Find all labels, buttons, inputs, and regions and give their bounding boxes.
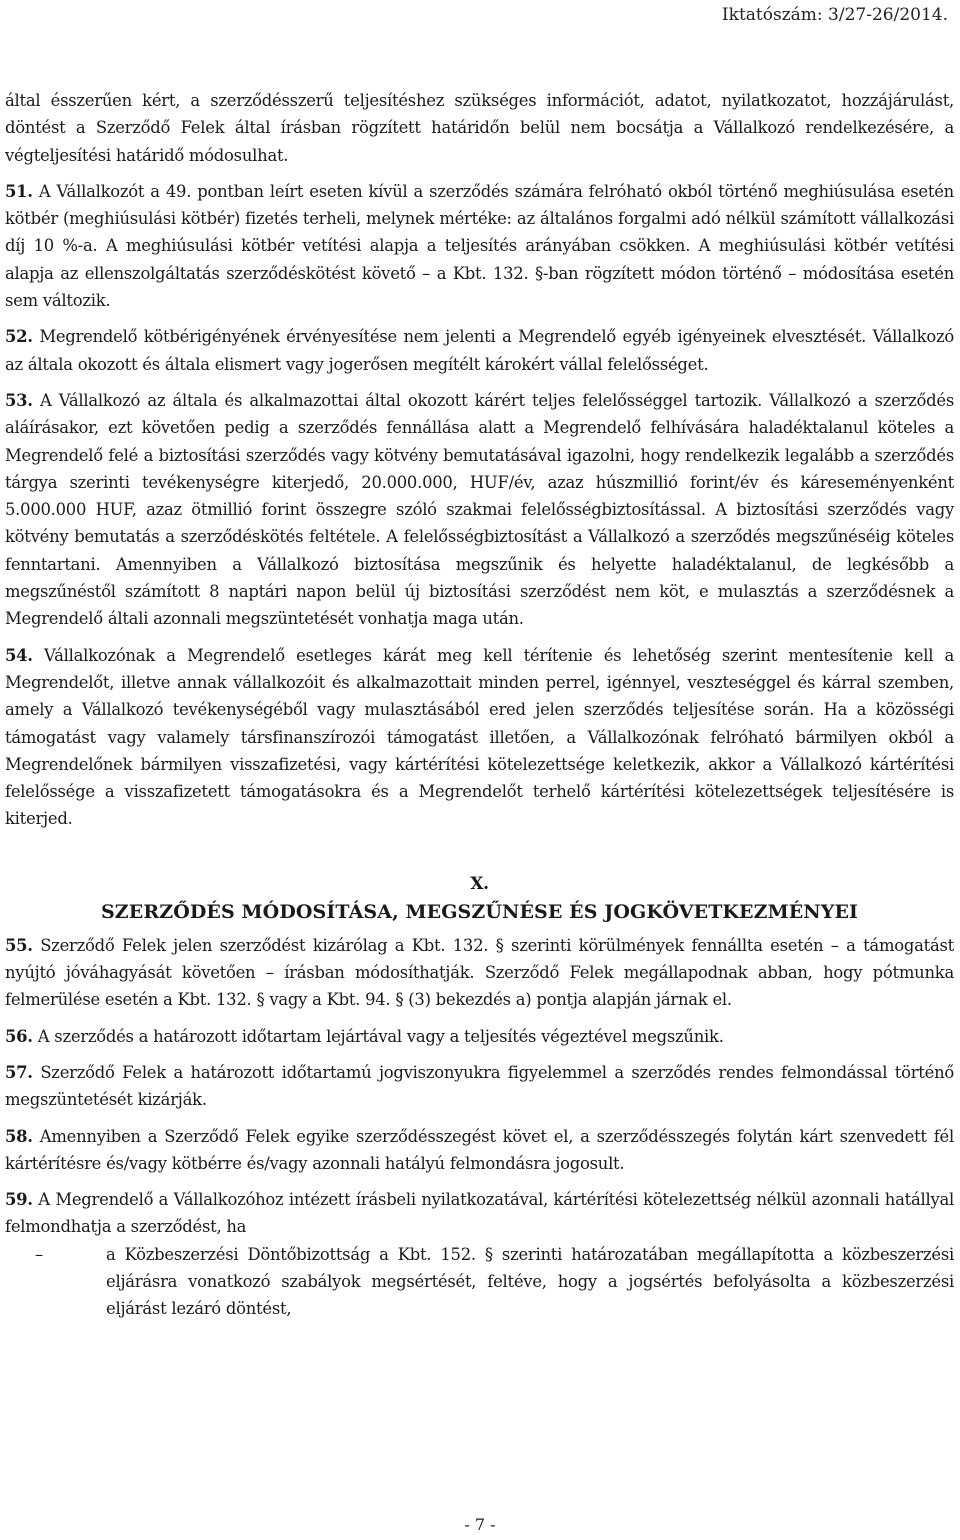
section-heading xyxy=(5,871,954,926)
paragraph-text: A szerződés a határozott időtartam lejártával vagy a teljesítés végeztével megszűnik. xyxy=(37,1026,724,1046)
paragraph-text: Szerződő Felek jelen szerződést kizárólag a Kbt. 132. § szerinti körülmények fennállta esetén – a támogatást nyújtó jóváhagyását követően – írásban módosíthatják. Szerződő Felek megállapodnak abban, hogy pótmunka felmerülése esetén a Kbt. 132. § vagy a Kbt. 94. § (3) bekezdés a) pontja alapján járnak el. xyxy=(5,935,954,1010)
paragraph-number: 54. xyxy=(5,645,33,665)
paragraph-text: Vállalkozónak a Megrendelő esetleges kárát meg kell térítenie és lehetőség szerint mentesítenie kell a Megrendelőt, illetve annak vállalkozóit és alkalmazottait minden perrel, igénnyel, veszteséggel és kárral szemben, amely a Vállalkozó tevékenységéből vagy mulasztásából ered jelen szerződés teljesítése során. Ha a közösségi támogatást vagy valamely társfinanszírozói támogatást illetően, a Vállalkozónak felróható bármilyen okból a Megrendelőnek bármilyen visszafizetési, vagy kártérítési kötelezettsége keletkezik, akkor a Vállalkozó kártérítési felelőssége a visszafizetett támogatásokra és a Megrendelőt terhelő kártérítési kötelezettségek teljesítésére is kiterjed. xyxy=(5,645,955,829)
list-item-text: a Közbeszerzési Döntőbizottság a Kbt. 152. § szerinti határozatában megállapította a közbeszerzési eljárásra vonatkozó szabályok megsértését, feltéve, hogy a jogsértés befolyásolta a közbeszerzési eljárást lezáró döntést, xyxy=(106,1244,954,1319)
paragraph-text: Megrendelő kötbérigényének érvényesítése nem jelenti a Megrendelő egyéb igényeinek elvesztését. Vállalkozó az általa okozott és általa elismert vagy jogerősen megítélt károkért vállal felelősséget. xyxy=(5,327,954,374)
paragraph-53 xyxy=(5,387,954,633)
paragraph-text: Szerződő Felek a határozott időtartamú jogviszonyukra figyelemmel a szerződés rendes felmondással történő megszüntetését kizárják. xyxy=(5,1062,955,1110)
paragraph-text: A Vállalkozó az általa és alkalmazottai által okozott kárért teljes felelősséggel tartozik. Vállalkozó a szerződés aláírásakor, ezt követően pedig a szerződés fennállása alatt a Megrendelő felhívására haladéktalanul köteles a Megrendelő felé a biztosítási szerződés vagy kötvény bemutatásával igazolni, hogy rendelkezik legalább a szerződés tárgya szerinti tevékenységre kiterjedő, 20.000.000, HUF/év, azaz húszmillió forint/év és káreseményenként 5.000.000 HUF, azaz ötmillió forint összegre szóló szakmai felelősségbiztosítással. A biztosítási szerződés vagy kötvény bemutatás a szerződéskötés feltétele. A felelősségbiztosítást a Vállalkozó a szerződés megszűnéséig köteles fenntartani. Amennyiben a Vállalkozó biztosítása megszűnik és helyette haladéktalanul, de legkésőbb a megszűnéstől számított 8 naptári napon belül új biztosítási szerződést nem köt, e mulasztás a szerződésnek a Megrendelő általi azonnali megszüntetését vonhatja maga után. xyxy=(5,390,954,629)
paragraph-54 xyxy=(5,642,954,833)
paragraph-59 xyxy=(5,1186,954,1241)
list-item xyxy=(5,1241,954,1323)
paragraph-number: 57. xyxy=(5,1062,33,1082)
paragraph-51 xyxy=(5,178,954,314)
paragraph-number: 53. xyxy=(5,390,33,410)
paragraph-number: 52. xyxy=(5,327,33,347)
paragraph-number: 58. xyxy=(5,1126,33,1146)
paragraph-56 xyxy=(5,1023,954,1050)
section-title: SZERZŐDÉS MÓDOSÍTÁSA, MEGSZŰNÉSE ÉS JOGKÖVETKEZMÉNYEI xyxy=(100,900,859,923)
paragraph-58 xyxy=(5,1123,954,1178)
paragraph-number: 55. xyxy=(5,935,33,955)
dash-bullet: – xyxy=(35,1244,43,1264)
registration-number: Iktatószám: 3/27-26/2014. xyxy=(721,5,948,25)
paragraph-number: 59. xyxy=(5,1190,33,1210)
paragraph-55 xyxy=(5,932,954,1014)
paragraph-number: 51. xyxy=(5,181,33,201)
paragraph-text: A Vállalkozót a 49. pontban leírt eseten kívül a szerződés számára felróható okból történő meghiúsulása esetén kötbér (meghiúsulási kötbér) fizetés terheli, melynek mértéke: az általános forgalmi adó nélkül számított vállalkozási díj 10 %-a. A meghiúsulási kötbér vetítési alapja a teljesítés arányában csökken. A meghiúsulási kötbér vetítési alapja az ellenszolgáltatás szerződéskötést követő – a Kbt. 132. §-ban rögzített módon történő – módosítása esetén sem változik. xyxy=(5,181,954,311)
paragraph-57 xyxy=(5,1059,954,1114)
page-number: - 7 - xyxy=(464,1515,496,1534)
paragraph-text: Amennyiben a Szerződő Felek egyike szerződésszegést követ el, a szerződésszegés folytán kárt szenvedett fél kártérítésre és/vagy kötbérre és/vagy azonnali hatályú felmondásra jogosult. xyxy=(5,1126,954,1173)
paragraph-52 xyxy=(5,323,954,378)
section-number: X. xyxy=(470,873,489,894)
paragraph-50-tail: által ésszerűen kért, a szerződésszerű teljesítéshez szükséges információt, adatot, nyilatkozatot, hozzájárulást, döntést a Szerződő Felek által írásban rögzített határidőn belül nem bocsátja a Vállalkozó rendelkezésére, a végteljesítési határidő módosulhat. xyxy=(5,91,954,165)
paragraph-text: A Megrendelő a Vállalkozóhoz intézett írásbeli nyilatkozatával, kártérítési kötelezettség nélkül azonnali hatállyal felmondhatja a szerződést, ha xyxy=(5,1190,954,1237)
document-body xyxy=(5,87,954,1332)
paragraph-number: 56. xyxy=(5,1026,33,1046)
